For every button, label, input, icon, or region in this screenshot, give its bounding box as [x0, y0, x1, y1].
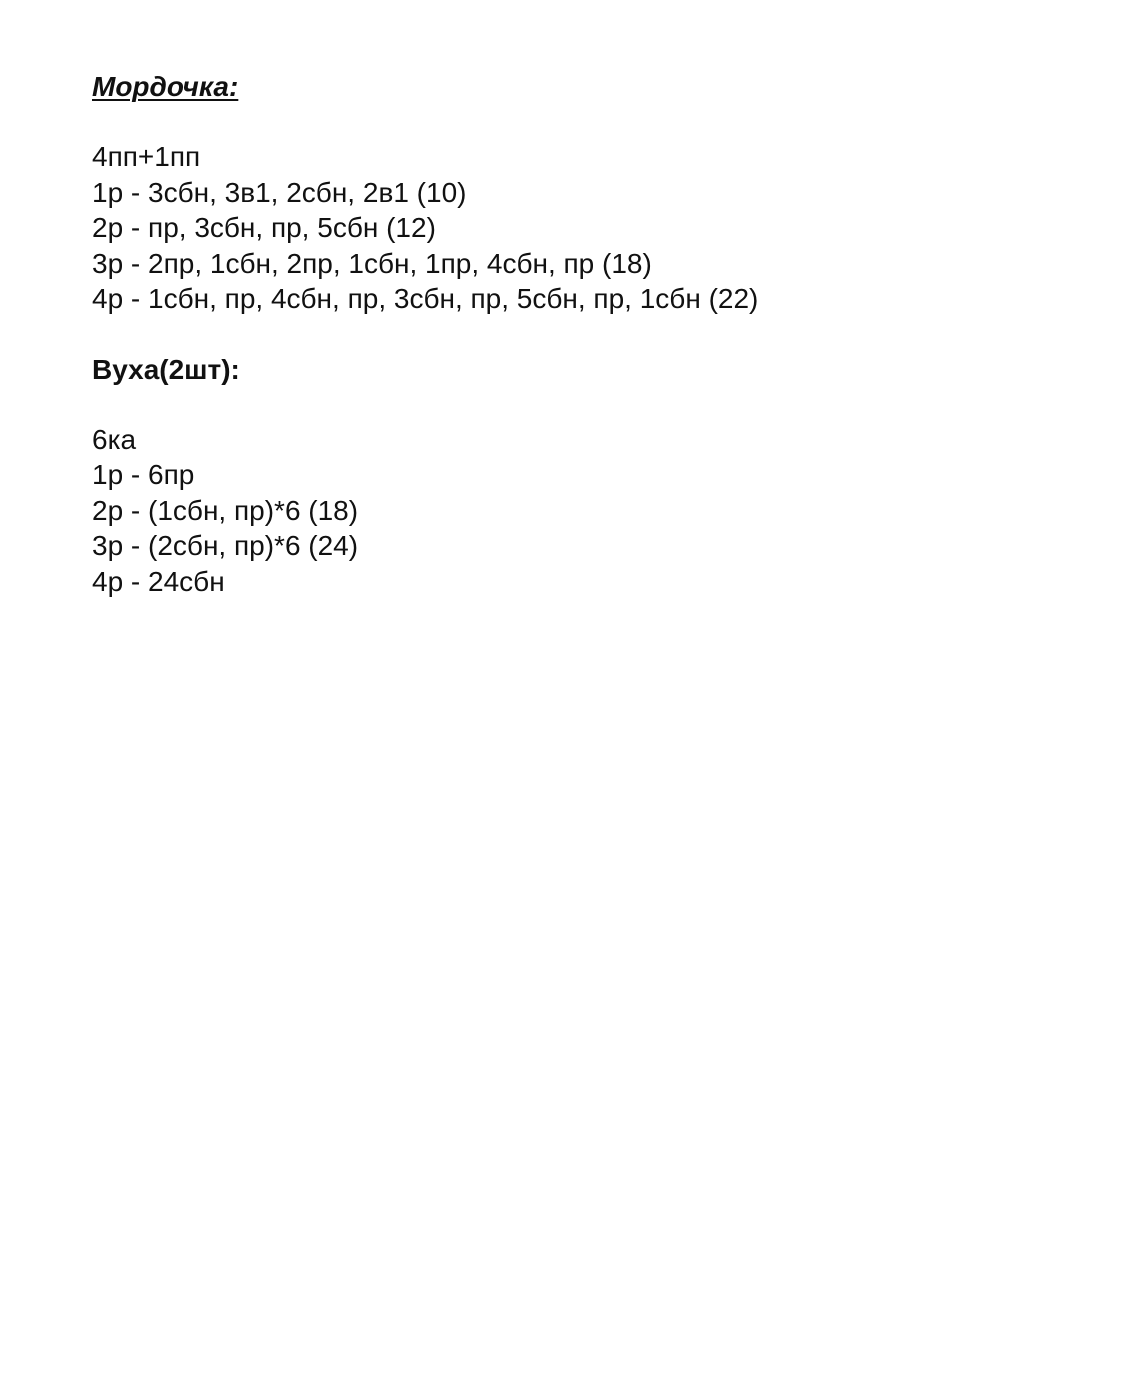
- pattern-line: 6ка: [92, 423, 137, 455]
- pattern-lines-vukha: [92, 422, 1072, 600]
- pattern-line: 1р - 3сбн, 3в1, 2сбн, 2в1 (10): [92, 176, 467, 208]
- pattern-line: 2р - пр, 3сбн, пр, 5сбн (12): [92, 212, 436, 243]
- pattern-line: 4р - 24сбн: [92, 565, 225, 597]
- pattern-line: 3р - (2сбн, пр)*6 (24): [92, 530, 359, 561]
- section-title-vukha: Вуха(2шт):: [92, 353, 240, 385]
- section-mordochka: [92, 69, 1072, 317]
- pattern-line: 2р - (1сбн, пр)*6 (18): [92, 494, 359, 526]
- section-vukha: [92, 352, 1072, 600]
- pattern-line: 1р - 6пр: [92, 459, 195, 490]
- document-content: [92, 69, 1072, 599]
- section-title-mordochka: Мордочка:: [92, 71, 239, 102]
- pattern-line: 4р - 1сбн, пр, 4сбн, пр, 3сбн, пр, 5сбн, пр, 1сбн (22): [92, 283, 759, 314]
- pattern-lines-mordochka: [92, 139, 1072, 317]
- section-spacer: [92, 317, 1072, 352]
- pattern-line: 4пп+1пп: [92, 141, 201, 172]
- pattern-line: 3р - 2пр, 1сбн, 2пр, 1сбн, 1пр, 4сбн, пр (18): [92, 247, 652, 279]
